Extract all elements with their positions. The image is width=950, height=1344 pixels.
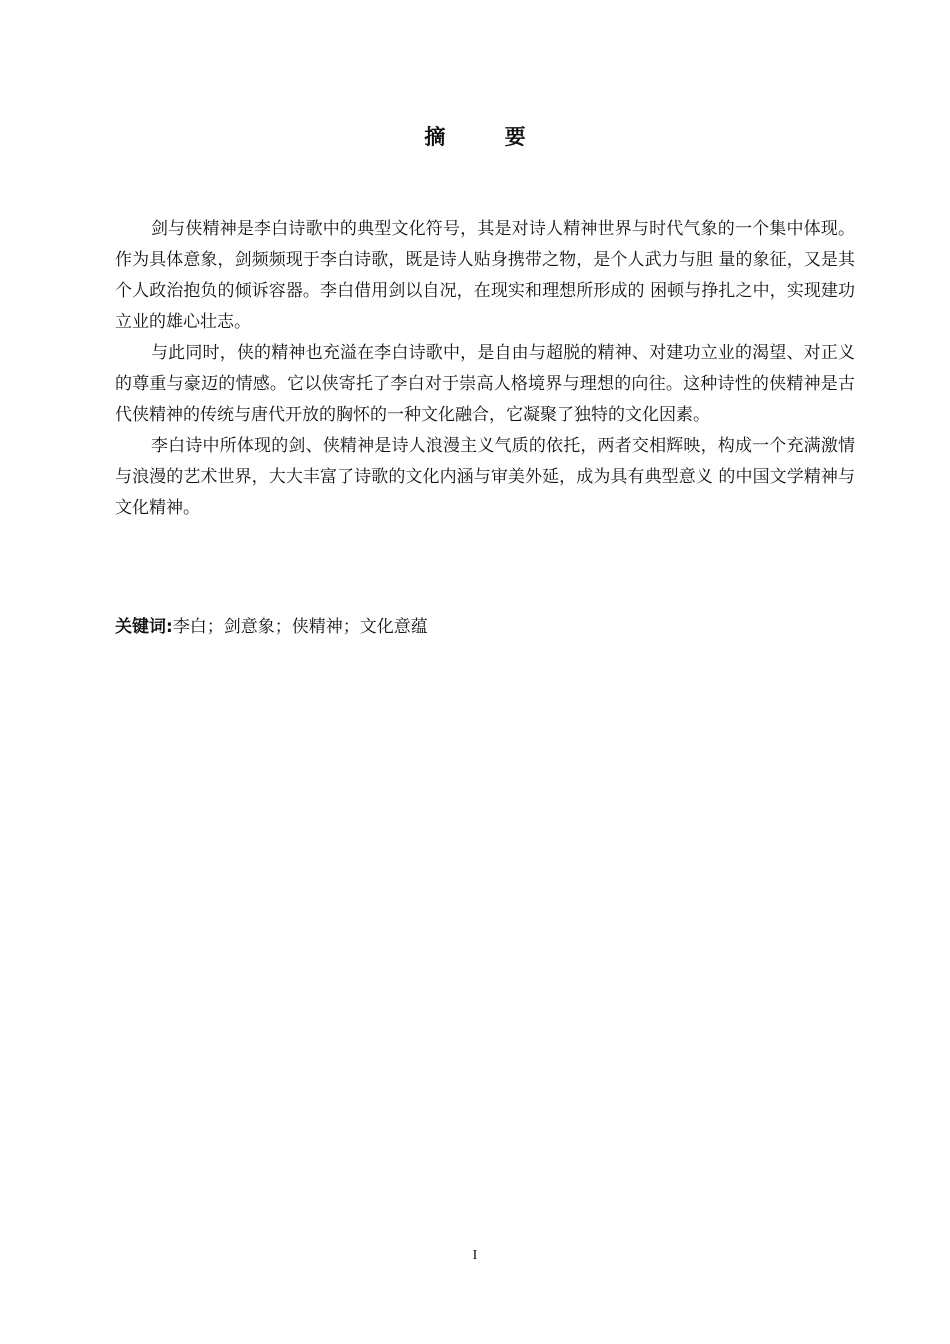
abstract-body	[115, 214, 855, 524]
keywords-label: 关键词:	[115, 617, 173, 637]
keywords-line	[115, 612, 855, 643]
page-title: 摘 要	[424, 125, 552, 149]
page-number: I	[472, 1248, 478, 1263]
abstract-paragraph-1: 剑与侠精神是李白诗歌中的典型文化符号，其是对诗人精神世界与时代气象的一个集中体现。作为具体意象，剑频频现于李白诗歌，既是诗人贴身携带之物，是个人武力与胆 量的象征，又是其个人政治抱负的倾诉容器。李白借用剑以自况，在现实和理想所形成的 困顿与挣扎之中，实现建功立业的雄心壮志。	[115, 219, 855, 332]
keywords-text: 李白；剑意象；侠精神；文化意蕴	[172, 617, 428, 637]
abstract-paragraph-2: 与此同时，侠的精神也充溢在李白诗歌中，是自由与超脱的精神、对建功立业的渴望、对正义的尊重与豪迈的情感。它以侠寄托了李白对于崇高人格境界与理想的向往。这种诗性的侠精神是古代侠精神的传统与唐代开放的胸怀的一种文化融合，它凝聚了独特的文化因素。	[115, 343, 855, 425]
abstract-paragraph-3: 李白诗中所体现的剑、侠精神是诗人浪漫主义气质的依托，两者交相辉映，构成一个充满激情与浪漫的艺术世界，大大丰富了诗歌的文化内涵与审美外延，成为具有典型意义 的中国文学精神与文化精神。	[115, 436, 855, 518]
